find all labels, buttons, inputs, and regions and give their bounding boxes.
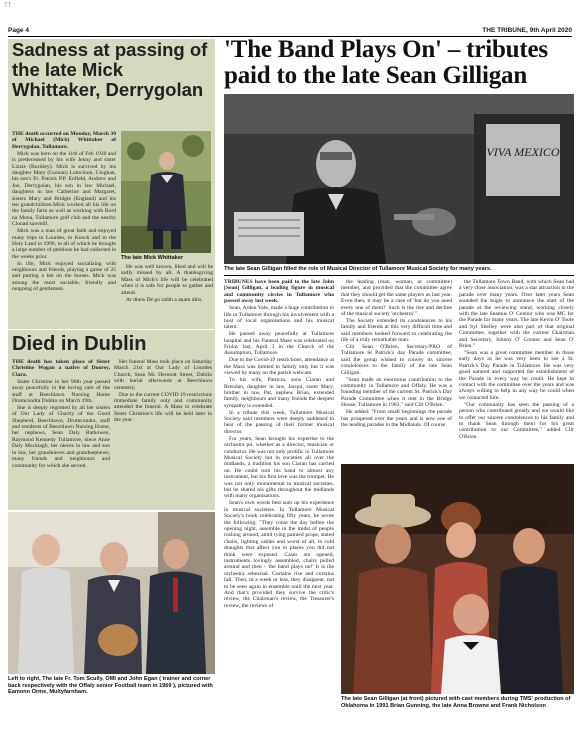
gilligan-c2p2: The Society extended its condolences to his family and friends at this very difficult time and said members looked forward to celebrating the life of a truly remarkable man. bbox=[341, 317, 452, 344]
gilligan-photo-art bbox=[224, 94, 574, 264]
dublin-p1: Sister Christine in her 90th year passed away peacefully in the loving care of the staff at Beechlawn Nursing Home Drumcondra Dublin on March 19th. bbox=[12, 378, 110, 404]
dublin-col-1 bbox=[12, 359, 110, 505]
oklahoma-cast-photo bbox=[341, 464, 574, 694]
whittaker-photo-art bbox=[121, 131, 211, 253]
gilligan-c3p2: "Sean was a great committee member in those early days as he was very keen to see a St. Patrick's Day Parade in Tullamore. He was very good natured and supported the establishment of the Parade in every way he could. He kept in contact with the committee over the years and was always willing to help in any way he could when we contacted him. bbox=[459, 349, 574, 401]
whittaker-p4: He was well known, liked and will be sadly missed by all. A thanksgiving Mass of Mick's life will be celebrated when it is safe for people to gather and attend. bbox=[121, 264, 213, 296]
oklahoma-cast-art bbox=[341, 464, 574, 694]
gilligan-photo bbox=[224, 94, 574, 264]
dublin-lead: THE death has taken place of Sister Christine Wogan a native of Doorey, Clara. bbox=[12, 359, 110, 378]
scully-photo bbox=[8, 512, 215, 674]
whittaker-col-1 bbox=[12, 131, 116, 309]
gilligan-c2p3: Cllr Sean O'Brien, Secretary/PRO of Tullamore St Patrick's day Parade committee, said the group wished to convey its sincere condolences to the family of the late Sean Gilligan. bbox=[341, 344, 452, 376]
gilligan-c3p1: the Tullamore Town Band, with which Sean had a very close association, was a star attraction in the parade over many years. Over later years Sean sounded the bugle to announce the start of the parade at the reviewing stand, working closely with the late Seamus O' Connor who was MC for the Parade for many years. The late Kevin O' Toole and Syl Shelley were also part of that original Committee, together with the current Chairman and Secretary, Johnny O' Connor and Sean O' Brien." bbox=[459, 279, 574, 350]
whittaker-p3: In life, Mick enjoyed socializing with neighbours and friends, playing a game of 25 and putting a bet on the horses. Mick was among the most sociable, friendly and outgoing of gentlemen. bbox=[12, 260, 116, 293]
caption-rule bbox=[224, 275, 574, 276]
gilligan-c2p4: "Sean made an enormous contribution to the community in Tullamore and Offaly. He was a founding member of the current St. Patrick's Day Parade Committee when it met in the Bridge House, Tullamore in 1983," said Cllr O'Brien. bbox=[341, 376, 452, 409]
gilligan-photo-caption: The late Sean Gilligan filled the role of Musical Director of Tullamore Musical Society for many years. bbox=[224, 266, 492, 272]
gilligan-col-1 bbox=[224, 279, 334, 725]
page-number: Page 4 bbox=[8, 27, 29, 34]
gilligan-lead: TRIBUNES have been paid to the late John [Sean] Gilligan, a leading figure in musical and community circles in Tullamore who passed away last week. bbox=[224, 279, 334, 305]
paper-date: THE TRIBUNE, 9th April 2020 bbox=[482, 27, 572, 34]
gilligan-c2p1: the leading (man, woman, or committee) member, and provided that the committee agree that they should get the same players as last year. Even then, it may be a case of 'but do you need every one of them?' Such is the rise and decline of the musical society 'orchestra'." bbox=[341, 279, 452, 318]
gilligan-c1p3: Due to the Covid-19 restrictions, attendance at the Mass was limited to family only but it was viewed by many on the parish webcam. bbox=[224, 357, 334, 377]
whittaker-p2: Mick was a man of great faith and enjoyed many trips to Lourdes, to Knock and to the Holy Land in 1990, to all of which he brought a large number of petitions he had collected in the weeks prior. bbox=[12, 228, 116, 260]
dublin-p2: She is deeply regretted by all her sisters of Our Lady of Charity of the Good Shepherd, Beechlawn, Drumcondra, staff and residents of Beechlawn Nursing Home, her nephews, Sean Daly Rathowen, Raymond Kennedy Tullamore, niece Anne Daly Mucklagh, her nieces in law and son in law, her grandnieces and grandnephews, many friends and neighbours and community for which she served. bbox=[12, 404, 110, 469]
scully-photo-art bbox=[8, 512, 215, 674]
gilligan-c2p5: He added: "From small beginnings the parade has prospered over the years and is now one of the leading parades in the Midlands. Of course bbox=[341, 409, 452, 428]
oklahoma-cast-caption: The late Sean Gilligan (at front) pictured with cast members during TMS' production of Oklahoma in 1991 Brian Gunning, the late Anna Browne and Frank Nicholson bbox=[341, 696, 571, 709]
whittaker-photo-caption: The late Mick Whittaker bbox=[121, 255, 184, 261]
gilligan-c1p5: In a tribute this week, Tullamore Musical Society said members were deeply saddened to hear of the passing of their former musical director. bbox=[224, 409, 334, 435]
gilligan-c1p2: He passed away peacefully at Tullamore hospital and his Funeral Mass was celebrated on Friday last, April 3 in the Church of the Assumption, Tullamore. bbox=[224, 331, 334, 357]
dublin-col-2 bbox=[114, 359, 212, 505]
whittaker-photo bbox=[121, 131, 211, 253]
gilligan-c1p6: For years, Sean brought his expertise to the orchestra pit, whether as a director, musician or conductor. He was not only prolific in Tullamore Musical Society but in societies all over the midlands, a tradition his son Ciaran has carried on. He could turn his hand to almost any instrument, but his first love was the trumpet. He was not only monumental in musical societies, but he shared his gifts throughout the midlands with many organisations. bbox=[224, 435, 334, 500]
whittaker-col-2 bbox=[121, 264, 213, 328]
poster-text: VIVA MEXICO bbox=[486, 145, 560, 159]
dublin-p3: Her funeral Mass took place on Saturday March 21st at Our Lady of Lourdes Church, Sean Mc Dermott Street, Dublin with burial afterwards at Beechlawn cemetery. bbox=[114, 359, 212, 391]
gilligan-col-2 bbox=[341, 279, 452, 459]
whittaker-p1: Mick was born on the 11th of Feb 1930 and is predeceased by his wife Jenny and sister Lizzie (Buckley). Mick is survived by his daughter Mary (Guinan) Lumcloon, Cloghan, his son's Fr. Patrick P.P. Enfield, Andrew and Joe, Derrygolan, his son in law Michael, daughters in law Catherine and Margaret, sisters Mary and Bridgie (England) and his ten grandchildren.Mick worked all his life on the family farm as well as working with Bord na Mona, Tullamore golf club and the nearby Clonad sawmill. bbox=[12, 150, 116, 228]
gilligan-c1p1: Sean, Arden Vale, made a huge contribution to life in Tullamore through his involvement with a host of local organisations and his musical talent. bbox=[224, 305, 334, 331]
gilligan-col-3 bbox=[459, 279, 574, 459]
corner-mark: TT bbox=[4, 3, 12, 9]
gilligan-c3p3: "Our community has seen the passing of a person who contributed greatly and we would like to offer our sincere condolences to his family and to thank Sean through them for his great contribution to our Committee," added Cllr O'Brien. bbox=[459, 401, 574, 440]
whittaker-lead: THE death occurred on Monday, March 30 of Michael (Mick) Whittaker of Derrygolan, Tullamore. bbox=[12, 131, 116, 150]
scully-photo-caption: Left to right, The late Fr. Tom Scully, OMI and John Egan ( trainer and corner back respectively with the Offaly senior Football team in 1969 ), pictured with Eamonn Orme, Multyfarnham. bbox=[8, 676, 213, 696]
dublin-headline: Died in Dublin bbox=[12, 333, 147, 355]
dublin-p4: Due to the current COVID 19 restrictions immediate family only and community attended the funeral. A Mass to celebrate Sister Christine's life will be held later in the year. bbox=[114, 391, 212, 424]
whittaker-headline: Sadness at passing of the late Mick Whittaker, Derrygolan bbox=[12, 39, 208, 100]
gilligan-headline: 'The Band Plays On' – tributes paid to the late Sean Gilligan bbox=[224, 36, 548, 89]
whittaker-p5: Ar dheis Dé go raibh a anam dílis. bbox=[126, 296, 203, 303]
gilligan-c1p7: Sean's own words best sum up his experience in musical societies. In Tullamore Musical Society's book celebrating fifty years, he wrote the following: "They come the day before the opening night, assemble in the midst of people rushing around, amid tying painted props, stated chairs, lighting cables and worst of all, in cold draughts that affect you in places you did not think were exposed. Cases are opened, instruments lovingly assembled, chairs pulled around and then - 'the band plays on!' It is the orchestra rehearsal. Curtains rise and curtains fall. Then, in a week or less, they disappear, not to be seen again in ensemble until the next year. And that's provided they survive the critic's review, the Chairman's review, the Treasurer's review, the reviews of bbox=[224, 500, 334, 609]
gilligan-c1p4: To his wife, Patricia, sons Ciaran and Brendan, daughter in law, Jacqui, sister Mary, brother in law, Pat, nephew Brian, extended family, neighbours and many friends the deepest sympathy is extended. bbox=[224, 377, 334, 409]
